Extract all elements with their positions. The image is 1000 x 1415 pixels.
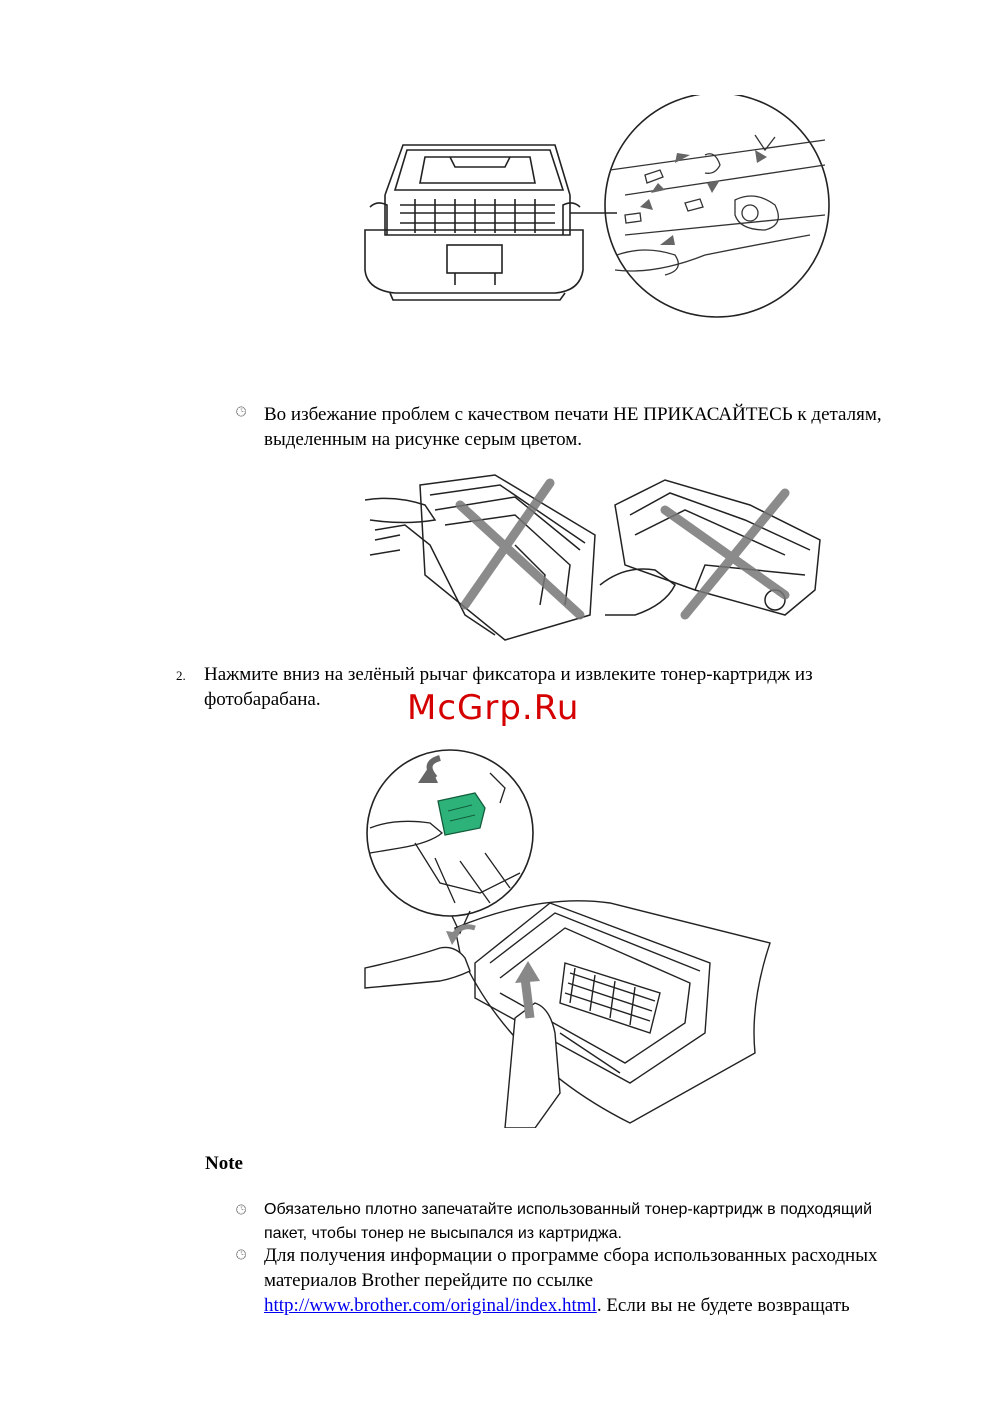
note-item1-line2: пакет, чтобы тонер не высыпался из картриджа. (264, 1225, 622, 1242)
step-number: 2. (176, 668, 186, 683)
note-item1-line1: Обязательно плотно запечатайте использованный тонер-картридж в подходящий (264, 1201, 873, 1218)
note-item2-line2: материалов Brother перейдите по ссылке (264, 1270, 594, 1291)
note-item1 (264, 1198, 964, 1246)
clock-icon: 🕒︎ (236, 1203, 247, 1218)
note-item2-after: . Если вы не будете возвращать (596, 1295, 850, 1316)
step2-line1: Нажмите вниз на зелёный рычаг фиксатора и извлеките тонер-картридж из (204, 664, 813, 685)
bullet1-text (264, 402, 964, 452)
clock-icon: 🕒︎ (236, 405, 247, 420)
bullet1-line2: выделенным на рисунке серым цветом. (264, 429, 582, 450)
printer-open-illustration (355, 95, 835, 335)
remove-toner-illustration (360, 733, 780, 1128)
note-item2 (264, 1243, 964, 1318)
brother-link[interactable]: http://www.brother.com/original/index.html (264, 1295, 597, 1316)
note-item2-line3 (264, 1293, 964, 1318)
do-not-touch-illustration (365, 465, 835, 650)
bullet1-line1: Во избежание проблем с качеством печати НЕ ПРИКАСАЙТЕСЬ к деталям, (264, 404, 882, 425)
note-item2-line1: Для получения информации о программе сбора использованных расходных (264, 1245, 878, 1266)
note-heading: Note (205, 1153, 243, 1174)
step2-line2: фотобарабана. (204, 689, 321, 710)
watermark: McGrp.Ru (407, 688, 580, 728)
clock-icon: 🕒︎ (236, 1248, 247, 1263)
